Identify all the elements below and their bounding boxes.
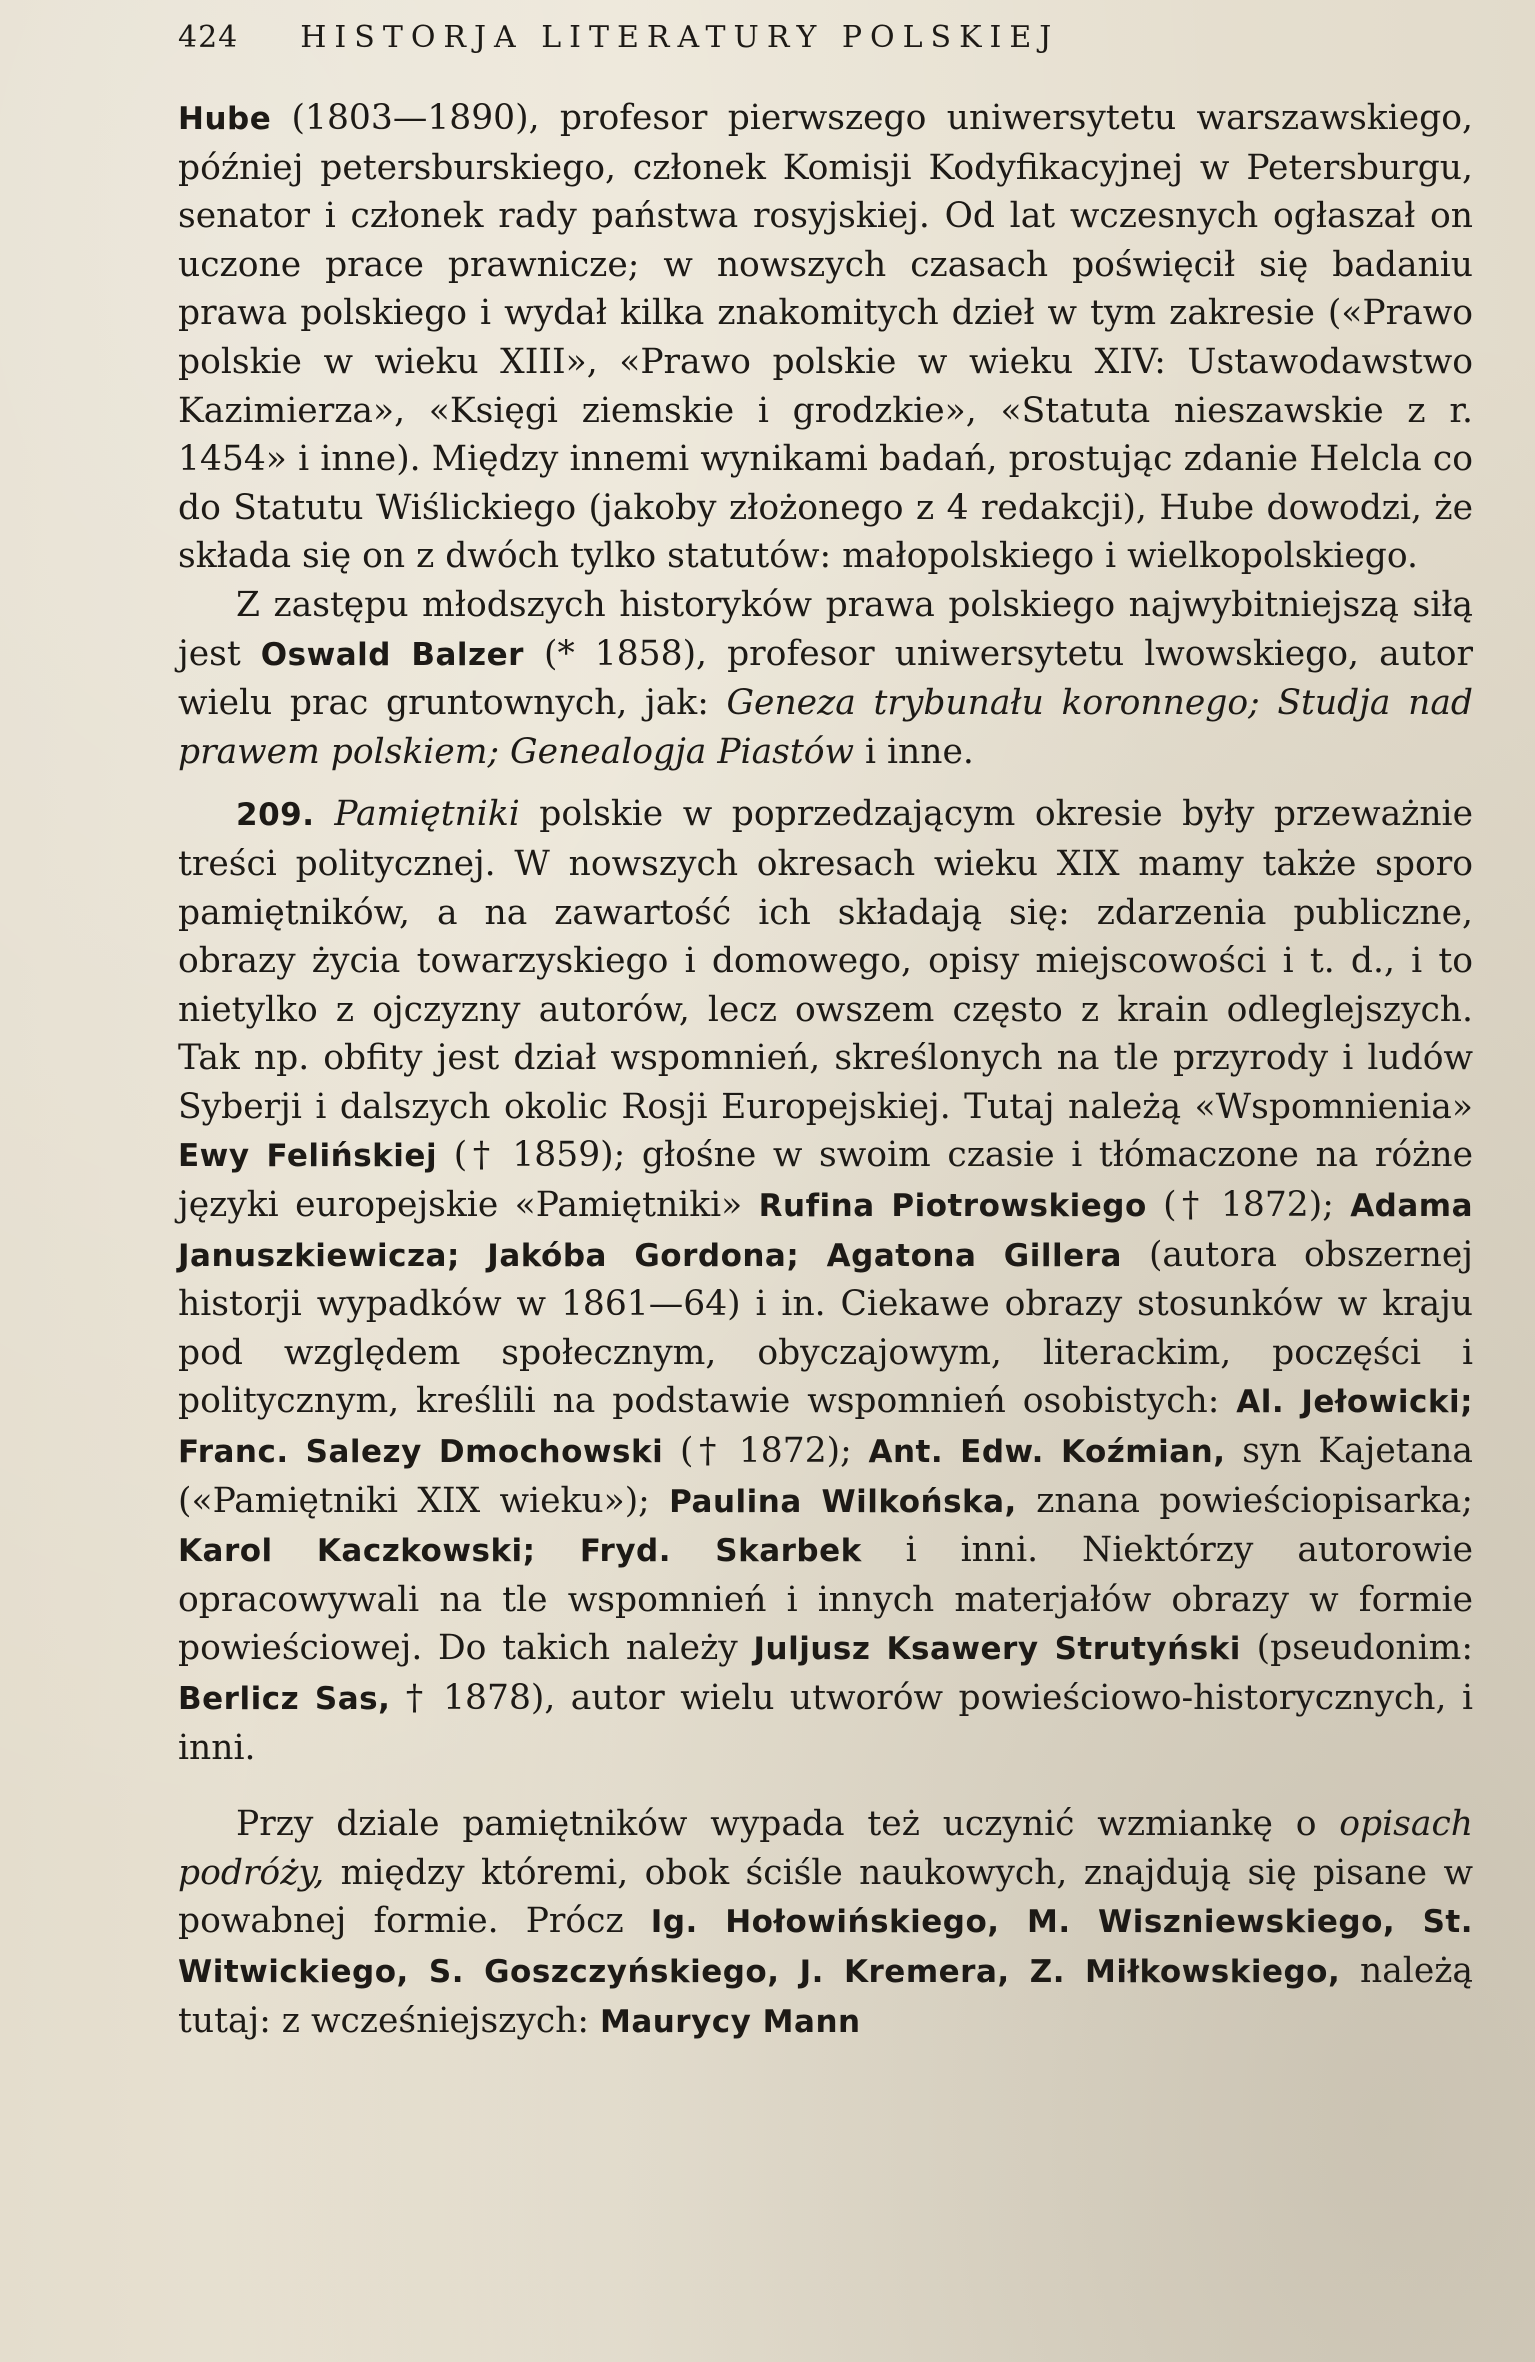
paragraph-hube <box>178 94 1473 581</box>
text-span: † 1878), autor wielu utworów powieściowo-historycznych, i inni. <box>178 1678 1473 1768</box>
works-titles: Geneza trybunału koronnego; Studja nad prawem polskiem; Genealogja Piastów <box>178 683 1473 772</box>
name-span: Juljusz Ksawery Strutyński <box>753 1631 1241 1668</box>
name-span: Adama Januszkiewicza; Jakóba Gordona; Agatona Gillera <box>178 1188 1474 1274</box>
text-span: (1803—1890), profesor pierwszego uniwersytetu warszawskiego, później petersburskiego, członek Komisji Kodyfikacyjnej w Petersburgu, senator i członek rady państwa rosyjskiej. Od lat wczesnych ogłaszał on uczone prace prawnicze; w nowszych czasach poświęcił się badaniu prawa polskiego i wydał kilka znakomitych dzieł w tym zakresie («Prawo polskie w wieku XIII», «Prawo polskie w wieku XIV: Ustawodawstwo Kazimierza», «Księgi ziemskie i grodzkie», «Statuta nieszawskie z r. 1454» i inne). Między innemi wynikami badań, prostując zdanie Helcla co do Statutu Wiślickiego (jakoby złożonego z 4 redakcji), Hube dowodzi, że składa się on z dwóch tylko statutów: małopolskiego i wielkopolskiego. <box>178 98 1473 577</box>
text-span: (* 1858), profesor uniwersytetu lwowskiego, autor wielu prac gruntownych, jak: <box>178 633 1473 724</box>
name-span: Rufina Piotrowskiego <box>758 1188 1147 1225</box>
section-keyword: Pamiętniki <box>334 794 520 835</box>
text-span: i inni. Niektórzy autorowie opracowywali na tle wspomnień i innych materjałów obrazy w formie powieściowej. Do takich należy <box>178 1530 1473 1669</box>
body-text <box>178 94 1473 2046</box>
paragraph-balzer <box>178 581 1473 776</box>
page-header <box>178 20 1473 94</box>
name-span: Maurycy Mann <box>599 2003 861 2040</box>
name-hube: Hube <box>178 101 272 137</box>
name-span: Ig. Hołowińskiego, M. Wiszniewskiego, St. Witwickiego, S. Goszczyńskiego, J. Kremera, Z. Miłkowskiego, <box>178 1904 1473 1990</box>
paragraph-section-209 <box>178 790 1473 1772</box>
name-balzer: Oswald Balzer <box>260 636 524 673</box>
text-span: († 1872); <box>1146 1185 1351 1226</box>
text-span: († 1859); głośne w swoim czasie i tłómaczone na różne języki europejskie «Pamiętniki» <box>178 1135 1473 1226</box>
text-span: między któremi, obok ściśle naukowych, znajdują się pisane w powabnej formie. Prócz <box>178 1852 1473 1942</box>
page-number: 424 <box>178 20 239 55</box>
text-span: Przy dziale pamiętników wypada też uczynić wzmiankę o <box>236 1804 1340 1845</box>
text-span: (autora obszernej historji wypadków w 1861—64) i in. Ciekawe obrazy stosunków w kraju pod względem społecznym, obyczajowym, literackim, poczęści i politycznym, kreślili na podstawie wspomnień osobistych: <box>178 1234 1473 1422</box>
name-span: Ant. Edw. Koźmian, <box>868 1434 1226 1471</box>
name-span: Al. Jełowicki; Franc. Salezy Dmochowski <box>178 1384 1473 1471</box>
text-span: Z zastępu młodszych historyków prawa polskiego najwybitniejszą siłą jest <box>178 584 1473 674</box>
text-span: należą tutaj: z wcześniejszych: <box>178 1950 1473 2041</box>
text-span: syn Kajetana («Pamiętniki XIX wieku»); <box>178 1431 1473 1521</box>
name-span: Ewy Felińskiej <box>178 1138 438 1175</box>
name-span: Paulina Wilkońska, <box>669 1483 1017 1520</box>
text-span: polskie w poprzedzającym okresie były przeważnie treści politycznej. W nowszych okresach wieku XIX mamy także sporo pamiętników, a na zawartość ich składają się: zdarzenia publiczne, obrazy życia towarzyskiego i domowego, opisy miejscowości i t. d., i to nietylko z ojczyzny autorów, lecz owszem często z krain odleglejszych. Tak np. obfity jest dział wspomnień, skreślonych na tle przyrody i ludów Syberji i dalszych okolic Rosji Europejskiej. Tutaj należą «Wspomnienia» <box>178 794 1473 1127</box>
section-keyword: opisach podróży, <box>178 1804 1473 1893</box>
running-title: HISTORJA LITERATURY POLSKIEJ <box>300 20 1060 55</box>
section-number: 209. <box>236 797 335 834</box>
text-span: i inne. <box>854 731 974 772</box>
text-span: (pseudonim: <box>1240 1628 1473 1669</box>
text-span: († 1872); <box>663 1431 869 1472</box>
paragraph-travel <box>178 1800 1473 2046</box>
text-span: znana powieściopisarka; <box>1016 1480 1473 1521</box>
name-span: Berlicz Sas, <box>178 1681 391 1717</box>
name-span: Karol Kaczkowski; Fryd. Skarbek <box>178 1533 862 1570</box>
